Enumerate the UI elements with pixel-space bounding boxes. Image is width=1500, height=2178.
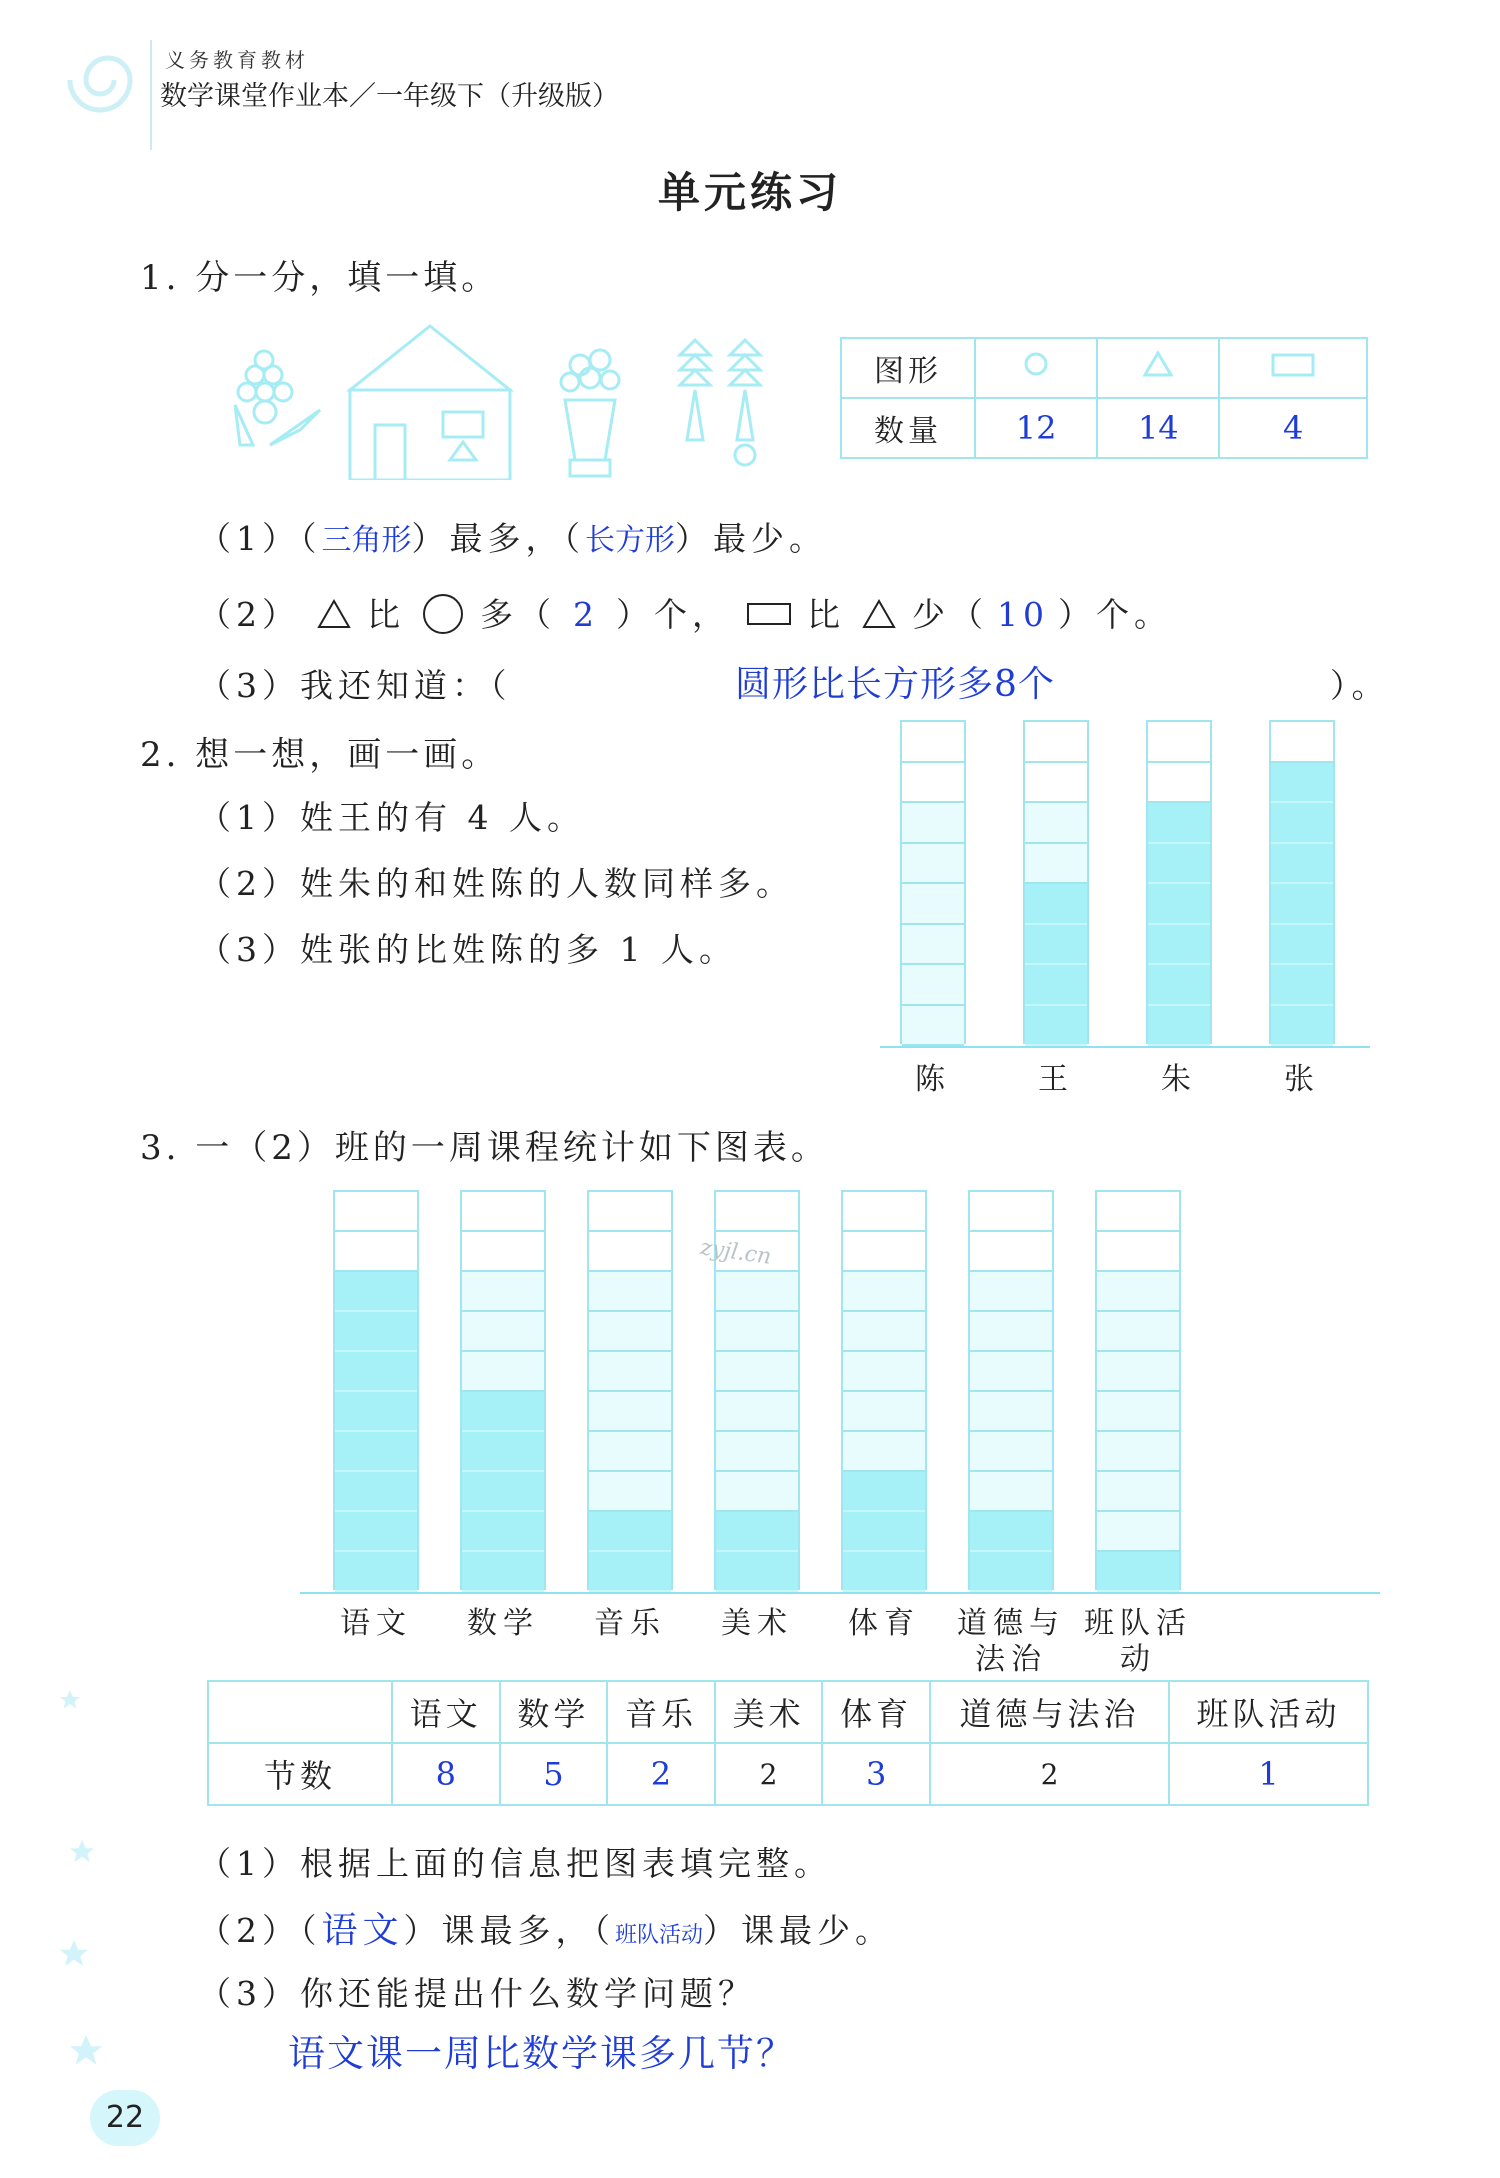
spiral-logo-icon bbox=[55, 40, 145, 120]
chart-empty-cell bbox=[843, 1272, 925, 1312]
chart-empty-cell bbox=[902, 884, 964, 925]
chart-empty-cell bbox=[902, 844, 964, 885]
chart-empty-cell bbox=[902, 965, 964, 1006]
chart-empty-cell bbox=[716, 1272, 798, 1312]
chart-bar-cell bbox=[462, 1512, 544, 1552]
chart-column bbox=[968, 1190, 1054, 1590]
circle-icon bbox=[421, 592, 465, 636]
chart-empty-cell bbox=[335, 1192, 417, 1232]
chart-empty-cell bbox=[589, 1192, 671, 1232]
chart-column bbox=[1095, 1190, 1181, 1590]
chart-bar-cell bbox=[1148, 925, 1210, 966]
chart-empty-cell bbox=[843, 1192, 925, 1232]
chart-bar-cell bbox=[1271, 884, 1333, 925]
subject-header: 美术 bbox=[715, 1681, 823, 1743]
chart-category-label: 数学 bbox=[467, 1606, 539, 1641]
q1-count-table bbox=[840, 337, 1368, 459]
chart-empty-cell bbox=[843, 1232, 925, 1272]
q3-bar-chart bbox=[300, 1190, 1380, 1677]
chart-bar-cell bbox=[589, 1512, 671, 1552]
chart-category-label: 朱 bbox=[1161, 1062, 1197, 1097]
chart-category-label: 语文 bbox=[340, 1606, 412, 1641]
chart-empty-cell bbox=[1148, 763, 1210, 804]
triangle-icon bbox=[1097, 338, 1219, 398]
table-row-label: 数量 bbox=[841, 398, 975, 458]
chart-empty-cell bbox=[716, 1472, 798, 1512]
triangle-icon bbox=[316, 598, 352, 630]
chart-bar-cell bbox=[1271, 803, 1333, 844]
chart-empty-cell bbox=[1097, 1192, 1179, 1232]
chart-bar-cell bbox=[716, 1552, 798, 1592]
chart-empty-cell bbox=[1097, 1232, 1179, 1272]
chart-bar-cell bbox=[1148, 884, 1210, 925]
chart-empty-cell bbox=[843, 1392, 925, 1432]
chart-bar-cell bbox=[335, 1432, 417, 1472]
q3-prompt: 3. 一（2）班的一周课程统计如下图表。 bbox=[140, 1128, 829, 1168]
q3-sub3: （3）你还能提出什么数学问题？ bbox=[198, 1974, 756, 2013]
chart-empty-cell bbox=[716, 1352, 798, 1392]
chart-bar-cell bbox=[335, 1312, 417, 1352]
chart-empty-cell bbox=[902, 803, 964, 844]
header-book: 数学课堂作业本／一年级下（升级版） bbox=[160, 81, 619, 112]
table-row-label: 图形 bbox=[841, 338, 975, 398]
chart-empty-cell bbox=[902, 763, 964, 804]
chart-empty-cell bbox=[589, 1472, 671, 1512]
q3-sub2: （2）（语文）课最多，（班队活动）课最少。 bbox=[198, 1910, 894, 1951]
count-cell: 2 bbox=[607, 1743, 715, 1805]
chart-bar-cell bbox=[1148, 803, 1210, 844]
rectangle-icon bbox=[1219, 338, 1367, 398]
triangle-icon bbox=[861, 598, 897, 630]
chart-empty-cell bbox=[716, 1392, 798, 1432]
chart-column bbox=[587, 1190, 673, 1590]
chart-empty-cell bbox=[970, 1392, 1052, 1432]
chart-bar-cell bbox=[335, 1552, 417, 1592]
rectangle-count: 4 bbox=[1219, 398, 1367, 458]
chart-empty-cell bbox=[1025, 763, 1087, 804]
chart-empty-cell bbox=[970, 1352, 1052, 1392]
chart-empty-cell bbox=[1148, 722, 1210, 763]
chart-bar-cell bbox=[1148, 965, 1210, 1006]
chart-column bbox=[333, 1190, 419, 1590]
q2-item-1: （1）姓王的有 4 人。 bbox=[198, 798, 585, 837]
chart-bar-cell bbox=[335, 1472, 417, 1512]
chart-column bbox=[460, 1190, 546, 1590]
chart-bar-cell bbox=[462, 1552, 544, 1592]
chart-empty-cell bbox=[589, 1272, 671, 1312]
chart-empty-cell bbox=[462, 1312, 544, 1352]
chart-column bbox=[1023, 720, 1089, 1044]
subject-header: 体育 bbox=[822, 1681, 930, 1743]
chart-empty-cell bbox=[970, 1232, 1052, 1272]
chart-empty-cell bbox=[970, 1272, 1052, 1312]
chart-empty-cell bbox=[1097, 1392, 1179, 1432]
chart-empty-cell bbox=[589, 1432, 671, 1472]
q1-prompt: 1. 分一分，填一填。 bbox=[140, 258, 500, 298]
chart-bar-cell bbox=[589, 1552, 671, 1592]
chart-empty-cell bbox=[1097, 1512, 1179, 1552]
chart-empty-cell bbox=[462, 1272, 544, 1312]
chart-category-label: 班队活动 bbox=[1084, 1606, 1192, 1677]
chart-empty-cell bbox=[462, 1192, 544, 1232]
chart-empty-cell bbox=[1097, 1432, 1179, 1472]
chart-empty-cell bbox=[589, 1352, 671, 1392]
chart-column bbox=[900, 720, 966, 1044]
header-logo bbox=[55, 40, 145, 120]
chart-bar-cell bbox=[970, 1552, 1052, 1592]
table-corner bbox=[208, 1681, 392, 1743]
chart-empty-cell bbox=[1097, 1272, 1179, 1312]
chart-bar-cell bbox=[462, 1472, 544, 1512]
q1-shapes-illustration bbox=[225, 320, 785, 480]
count-cell: 2 bbox=[930, 1743, 1169, 1805]
chart-empty-cell bbox=[716, 1432, 798, 1472]
chart-bar-cell bbox=[335, 1512, 417, 1552]
chart-bar-cell bbox=[843, 1552, 925, 1592]
chart-bar-cell bbox=[1271, 1006, 1333, 1047]
chart-empty-cell bbox=[902, 925, 964, 966]
chart-empty-cell bbox=[970, 1432, 1052, 1472]
chart-category-label: 陈 bbox=[915, 1062, 951, 1097]
chart-bar-cell bbox=[1025, 1006, 1087, 1047]
q2-item-3: （3）姓张的比姓陈的多 1 人。 bbox=[198, 930, 737, 969]
page-title: 单元练习 bbox=[657, 168, 842, 217]
circle-icon bbox=[975, 338, 1097, 398]
chart-bar-cell bbox=[1271, 965, 1333, 1006]
chart-bar-cell bbox=[1271, 763, 1333, 804]
chart-bar-cell bbox=[1025, 965, 1087, 1006]
q1-sub3-answer: 圆形比长方形多8个 bbox=[735, 664, 1055, 705]
chart-empty-cell bbox=[902, 722, 964, 763]
subject-header: 音乐 bbox=[607, 1681, 715, 1743]
count-cell: 2 bbox=[715, 1743, 823, 1805]
q3-count-table bbox=[207, 1680, 1369, 1806]
chart-empty-cell bbox=[462, 1352, 544, 1392]
chart-empty-cell bbox=[970, 1312, 1052, 1352]
rectangle-icon bbox=[746, 600, 792, 628]
chart-bar-cell bbox=[843, 1472, 925, 1512]
chart-bar-cell bbox=[970, 1512, 1052, 1552]
q2-item-2: （2）姓朱的和姓陈的人数同样多。 bbox=[198, 864, 794, 903]
circle-count: 12 bbox=[975, 398, 1097, 458]
chart-category-label: 音乐 bbox=[594, 1606, 666, 1641]
chart-empty-cell bbox=[335, 1232, 417, 1272]
chart-column bbox=[1146, 720, 1212, 1044]
chart-empty-cell bbox=[716, 1192, 798, 1232]
subject-header: 数学 bbox=[500, 1681, 608, 1743]
count-cell: 1 bbox=[1169, 1743, 1368, 1805]
chart-empty-cell bbox=[843, 1432, 925, 1472]
chart-axis-line bbox=[880, 1046, 1370, 1048]
q1-sub3-close: ）。 bbox=[1330, 666, 1390, 705]
count-cell: 5 bbox=[500, 1743, 608, 1805]
subject-header: 班队活动 bbox=[1169, 1681, 1368, 1743]
chart-axis-line bbox=[300, 1592, 1380, 1594]
header-divider bbox=[150, 40, 152, 150]
row-label: 节数 bbox=[208, 1743, 392, 1805]
q1-sub2: （2） 比 多（ 2 ）个， 比 少（ 10 ）个。 bbox=[198, 589, 1172, 636]
chart-empty-cell bbox=[970, 1192, 1052, 1232]
chart-empty-cell bbox=[843, 1312, 925, 1352]
chart-bar-cell bbox=[335, 1272, 417, 1312]
chart-bar-cell bbox=[462, 1392, 544, 1432]
chart-empty-cell bbox=[589, 1392, 671, 1432]
chart-bar-cell bbox=[1271, 844, 1333, 885]
chart-bar-cell bbox=[335, 1352, 417, 1392]
q3-sub3-answer: 语文课一周比数学课多几节？ bbox=[288, 2032, 795, 2075]
chart-category-label: 张 bbox=[1284, 1062, 1320, 1097]
chart-category-label: 美术 bbox=[721, 1606, 793, 1641]
chart-empty-cell bbox=[462, 1232, 544, 1272]
chart-empty-cell bbox=[1025, 844, 1087, 885]
chart-empty-cell bbox=[843, 1352, 925, 1392]
q1-sub3-label: （3）我还知道：（ bbox=[198, 666, 512, 705]
chart-bar-cell bbox=[335, 1392, 417, 1432]
chart-category-label: 体育 bbox=[848, 1606, 920, 1641]
chart-bar-cell bbox=[1025, 884, 1087, 925]
chart-category-label: 道德与法治 bbox=[957, 1606, 1065, 1677]
chart-bar-cell bbox=[462, 1432, 544, 1472]
q3-sub1: （1）根据上面的信息把图表填完整。 bbox=[198, 1844, 832, 1883]
watermark: zyjl.cn bbox=[698, 1235, 773, 1270]
chart-empty-cell bbox=[589, 1312, 671, 1352]
chart-empty-cell bbox=[589, 1232, 671, 1272]
chart-bar-cell bbox=[1148, 844, 1210, 885]
chart-empty-cell bbox=[1271, 722, 1333, 763]
chart-empty-cell bbox=[1025, 722, 1087, 763]
chart-bar-cell bbox=[716, 1512, 798, 1552]
chart-empty-cell bbox=[1097, 1472, 1179, 1512]
count-cell: 8 bbox=[392, 1743, 500, 1805]
header-series: 义务教育教材 bbox=[165, 48, 309, 72]
triangle-count: 14 bbox=[1097, 398, 1219, 458]
q1-sub1: （1）（三角形）最多，（长方形）最少。 bbox=[198, 519, 827, 558]
q2-bar-chart bbox=[880, 720, 1370, 1120]
subject-header: 道德与法治 bbox=[930, 1681, 1169, 1743]
count-cell: 3 bbox=[822, 1743, 930, 1805]
chart-empty-cell bbox=[902, 1006, 964, 1047]
page-number: 22 bbox=[90, 2090, 160, 2146]
subject-header: 语文 bbox=[392, 1681, 500, 1743]
q2-prompt: 2. 想一想，画一画。 bbox=[140, 735, 500, 775]
chart-bar-cell bbox=[1097, 1552, 1179, 1592]
chart-empty-cell bbox=[1025, 803, 1087, 844]
chart-bar-cell bbox=[1025, 925, 1087, 966]
chart-empty-cell bbox=[716, 1312, 798, 1352]
chart-bar-cell bbox=[1271, 925, 1333, 966]
chart-empty-cell bbox=[1097, 1312, 1179, 1352]
chart-empty-cell bbox=[1097, 1352, 1179, 1392]
chart-category-label: 王 bbox=[1038, 1062, 1074, 1097]
chart-empty-cell bbox=[970, 1472, 1052, 1512]
chart-column bbox=[1269, 720, 1335, 1044]
chart-bar-cell bbox=[1148, 1006, 1210, 1047]
chart-column bbox=[841, 1190, 927, 1590]
chart-bar-cell bbox=[843, 1512, 925, 1552]
